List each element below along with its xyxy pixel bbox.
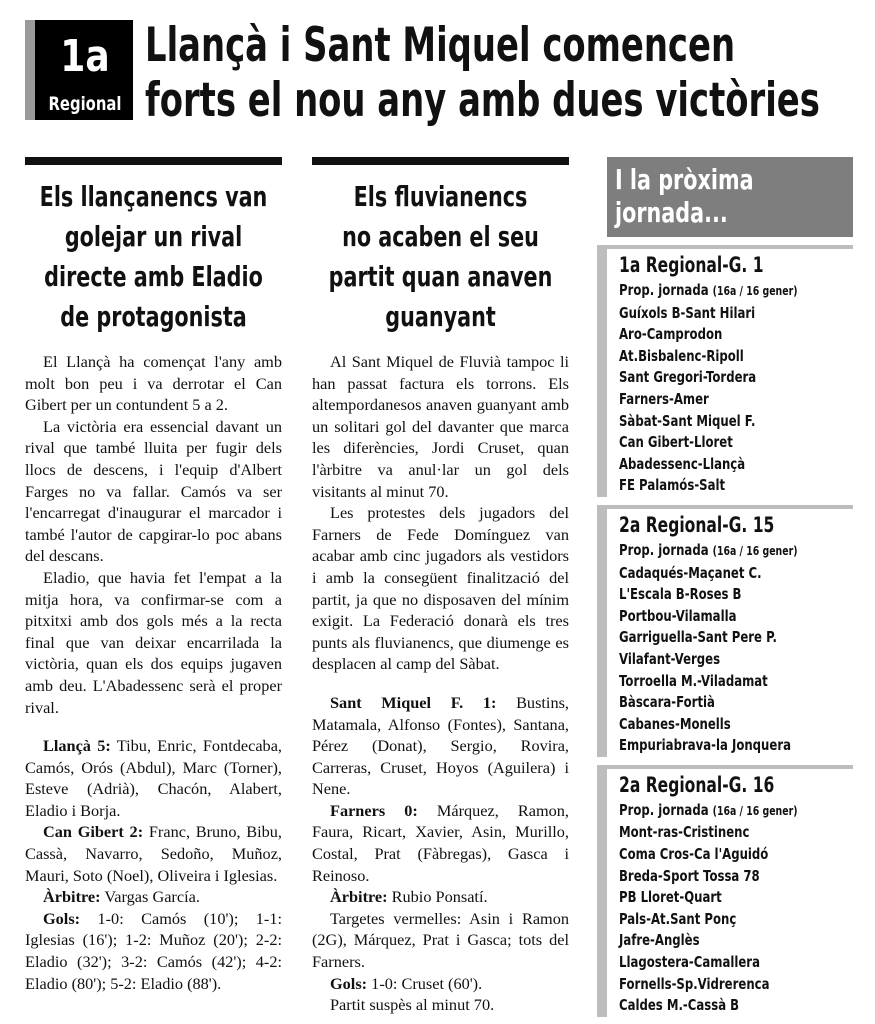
goals-list: 1-0: Cruset (60'). (371, 973, 483, 993)
goals-line (25, 908, 282, 994)
referee-line (312, 886, 569, 908)
fixture-item: PB Lloret-Quart (619, 888, 722, 907)
fixture-group (597, 505, 853, 757)
article-body (312, 351, 569, 1016)
section-badge (25, 20, 133, 120)
fixture-item: Can Gibert-Lloret (619, 433, 733, 452)
prop-date: (16a / 16 gener) (712, 284, 798, 298)
referee-label: Àrbitre: (43, 887, 101, 907)
fixture-item: Garriguella-Sant Pere P. (619, 628, 777, 647)
column-rule (25, 157, 282, 165)
sidebar-header (597, 157, 853, 237)
fixture-item: Bàscara-Fortià (619, 693, 715, 712)
prop-label: Prop. jornada (619, 540, 709, 559)
next-round-sidebar (597, 157, 853, 1017)
fixture-item: L'Escala B-Roses B (619, 585, 742, 604)
page-headline (145, 18, 820, 128)
next-round-label (619, 800, 853, 823)
article-title-line: golejar un rival (64, 220, 243, 253)
referee-line (25, 886, 282, 908)
article-paragraph: La victòria era essencial davant un rival que també lluita per fugir dels llocs de descens, i l'equip d'Albert Farges no va fallar. Camós va ser l'encarregat d'inaugurar el marcador i també l'autor de capgirar-lo poc abans del descans. (25, 416, 282, 566)
fixture-item: Breda-Sport Tossa 78 (619, 866, 760, 885)
lineup-home (25, 735, 282, 821)
referee-label: Àrbitre: (330, 887, 388, 907)
lineup-away (25, 821, 282, 886)
sidebar-title-line: I la pròxima (615, 163, 754, 196)
cards-line: Targetes vermelles: Asin i Ramon (2G), Márquez, Prat i Gasca; tots del Farners. (312, 908, 569, 972)
article-title (39, 177, 268, 337)
fixture-item: Llagostera-Camallera (619, 953, 760, 972)
article-paragraph: Al Sant Miquel de Fluvià tampoc li han passat factura els torrons. Els altempordanesos anaven guanyant amb un solitari gol del davanter que marca les diferències, Jordi Cruset, quan l'àrbitre va anul·lar un gol dels visitants al minut 70. (312, 352, 569, 501)
article-paragraph: Les protestes dels jugadors del Farners de Fede Domínguez van acabar amb cinc jugadors als vestidors i amb la consegüent finalització del partit, ja que no disposaven del mínim exigit. La Federació donarà els tres punts als fluvianencs, que diumenge es desplacen al camp del Sàbat. (312, 503, 569, 674)
fixture-item: FE Palamós-Salt (619, 476, 726, 495)
fixture-item: Coma Cros-Ca l'Aguidó (619, 845, 769, 864)
lineup-players: Tibu, Enric, Fontdecaba, Camós, Orós (Abdul), Marc (Torner), Esteve (Adrià), Chacón, Alabert, Eladio i Borja. (25, 736, 282, 820)
lineup-label: Llançà 5: (43, 736, 111, 756)
prop-date: (16a / 16 gener) (712, 803, 798, 818)
article-title-line: partit quan anaven (328, 260, 553, 293)
fixture-item: Mont-ras-Cristinenc (619, 823, 750, 842)
fixture-groups (597, 245, 853, 1017)
fixture-item: Sàbat-Sant Miquel F. (619, 411, 756, 430)
fixture-group (597, 765, 853, 1017)
referee-name: Rubio Ponsatí. (391, 887, 488, 907)
lineup-label: Can Gibert 2: (43, 822, 144, 842)
fixture-item: Vilafant-Verges (619, 649, 721, 668)
lineup-players: Márquez, Ramon, Faura, Ricart, Xavier, Asin, Murillo, Costal, Prat (Fàbregas), Gasca i Reinoso. (312, 800, 569, 885)
group-title: 1a Regional-G. 1 (619, 253, 764, 277)
badge-number: 1a (60, 31, 110, 82)
article-title-line: Els fluvianencs (353, 180, 528, 213)
fixture-item: Aro-Camprodon (619, 325, 723, 344)
fixture-item: Sant Gregori-Tordera (619, 368, 757, 387)
goals-label: Gols: (43, 908, 81, 928)
match-note: Partit suspès al minut 70. (330, 995, 495, 1015)
group-title: 2a Regional-G. 15 (619, 512, 775, 537)
headline-line-2: forts el nou any amb dues victòries (145, 73, 820, 128)
article-sant-miquel (312, 157, 569, 1016)
fixture-item: Jafre-Anglès (619, 931, 700, 950)
prop-date: (16a / 16 gener) (712, 543, 798, 558)
fixture-item: Cadaqués-Maçanet C. (619, 563, 762, 582)
lineup-away (312, 800, 569, 886)
article-paragraph: Eladio, que havia fet l'empat a la mitja hora, va confirmar-se com a pitxitxi amb dos gols més a la recta final que van deixar encarrilada la victòria, quan els dos equips jugaven amb deu. L'Abadessenc serà el proper rival. (25, 567, 282, 717)
fixture-item: Empuriabrava-la Jonquera (619, 736, 791, 755)
goals-label: Gols: (330, 973, 368, 993)
article-title-line: de protagonista (60, 300, 247, 333)
article-body (25, 351, 282, 994)
fixture-item: Cabanes-Monells (619, 714, 731, 733)
lineup-home (312, 692, 569, 800)
referee-name: Vargas García. (104, 887, 200, 907)
goals-list: 1-0: Camós (10'); 1-1: Iglesias (16'); 1-2: Muñoz (20'); 2-2: Eladio (32'); 3-2: Camós (42'); 4-2: Eladio (80'); 5-2: Eladio (88'). (25, 908, 282, 993)
fixture-item: Torroella M.-Viladamat (619, 671, 768, 690)
article-title-line: guanyant (385, 300, 496, 333)
fixture-item: Caldes M.-Cassà B (619, 996, 740, 1015)
article-title-line: directe amb Eladio (44, 260, 263, 293)
article-paragraph: El Llançà ha començat l'any amb molt bon peu i va derrotar el Can Gibert per un contundent 5 a 2. (25, 352, 282, 415)
lineup-players: Bustins, Matamala, Alfonso (Fontes), Santana, Pérez (Donat), Sergio, Rovira, Carreras, Cruset, Hoyos (Aguilera) i Nene. (312, 692, 569, 799)
lineup-label: Farners 0: (330, 800, 418, 820)
article-llanca (25, 157, 282, 994)
lineup-label: Sant Miquel F. 1: (330, 692, 497, 712)
fixture-item: Guíxols B-Sant Hilari (619, 303, 756, 322)
fixture-item: At.Bisbalenc-Ripoll (619, 346, 744, 365)
goals-line (312, 973, 569, 995)
fixture-item: Farners-Amer (619, 389, 709, 408)
badge-strip (25, 20, 35, 120)
next-round-label (619, 280, 853, 303)
prop-label: Prop. jornada (619, 800, 709, 819)
article-title (328, 177, 553, 337)
group-title: 2a Regional-G. 16 (619, 772, 775, 797)
prop-label: Prop. jornada (619, 281, 709, 299)
badge-label: Regional (48, 93, 122, 115)
next-round-label (619, 540, 853, 563)
fixture-group (597, 245, 853, 497)
lineup-players: Franc, Bruno, Bibu, Cassà, Navarro, Sedoño, Muñoz, Mauri, Soto (Noel), Oliveira i Iglesias. (25, 822, 283, 885)
fixture-item: Portbou-Vilamalla (619, 606, 737, 625)
column-rule (312, 157, 569, 165)
fixture-item: Pals-At.Sant Ponç (619, 909, 737, 928)
sidebar-title-line: jornada... (615, 196, 728, 229)
article-title-line: Els llançanencs van (39, 180, 268, 213)
fixture-item: Fornells-Sp.Vidrerenca (619, 974, 770, 993)
fixture-item: Abadessenc-Llançà (619, 454, 746, 473)
headline-line-1: Llançà i Sant Miquel comencen (145, 18, 736, 73)
article-title-line: no acaben el seu (342, 220, 539, 253)
